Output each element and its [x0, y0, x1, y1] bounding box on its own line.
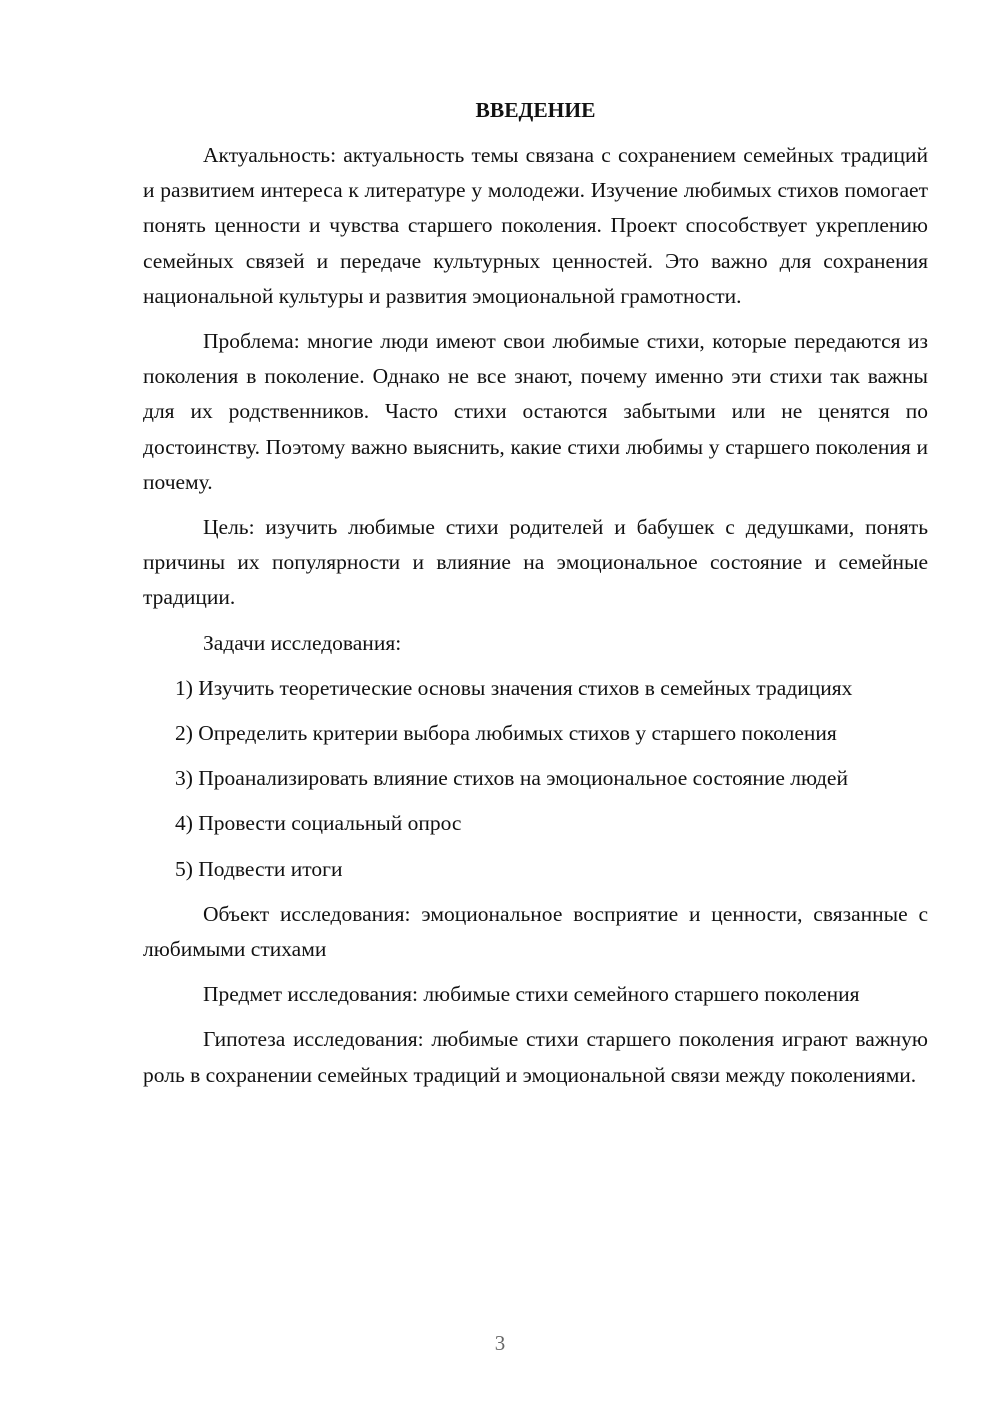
paragraph-goal: Цель: изучить любимые стихи родителей и бабушек с дедушками, понять причины их популярности и влияние на эмоциональное состояние и семейные традиции.: [143, 515, 928, 610]
paragraph-subject: Предмет исследования: любимые стихи семейного старшего поколения: [203, 982, 860, 1007]
tasks-heading: Задачи исследования:: [203, 630, 402, 655]
page-number: 3: [494, 1331, 506, 1355]
task-item-2: 2) Определить критерии выбора любимых стихов у старшего поколения: [175, 721, 837, 746]
document-page: [143, 92, 928, 1103]
task-item-5: 5) Подвести итоги: [175, 856, 343, 881]
paragraph-relevance: Актуальность: актуальность темы связана с сохранением семейных традиций и развитием интереса к литературе у молодежи. Изучение любимых стихов помогает понять ценности и чувства старшего поколения. Проект способствует укреплению семейных связей и передаче культурных ценностей. Это важно для сохранения национальной культуры и развития эмоциональной грамотности.: [143, 143, 928, 308]
task-item-4: 4) Провести социальный опрос: [175, 811, 462, 836]
paragraph-problem: Проблема: многие люди имеют свои любимые стихи, которые передаются из поколения в поколение. Однако не все знают, почему именно эти стихи так важны для их родственников. Часто стихи остаются забытыми или не ценятся по достоинству. Поэтому важно выяснить, какие стихи любимы у старшего поколения и почему.: [143, 329, 928, 494]
paragraph-hypothesis: Гипотеза исследования: любимые стихи старшего поколения играют важную роль в сохранении семейных традиций и эмоциональной связи между поколениями.: [143, 1027, 928, 1087]
task-item-3: 3) Проанализировать влияние стихов на эмоциональное состояние людей: [175, 766, 848, 791]
paragraph-object: Объект исследования: эмоциональное восприятие и ценности, связанные с любимыми стихами: [143, 901, 928, 962]
task-item-1: 1) Изучить теоретические основы значения стихов в семейных традициях: [175, 675, 853, 700]
section-title: ВВЕДЕНИЕ: [475, 98, 596, 122]
